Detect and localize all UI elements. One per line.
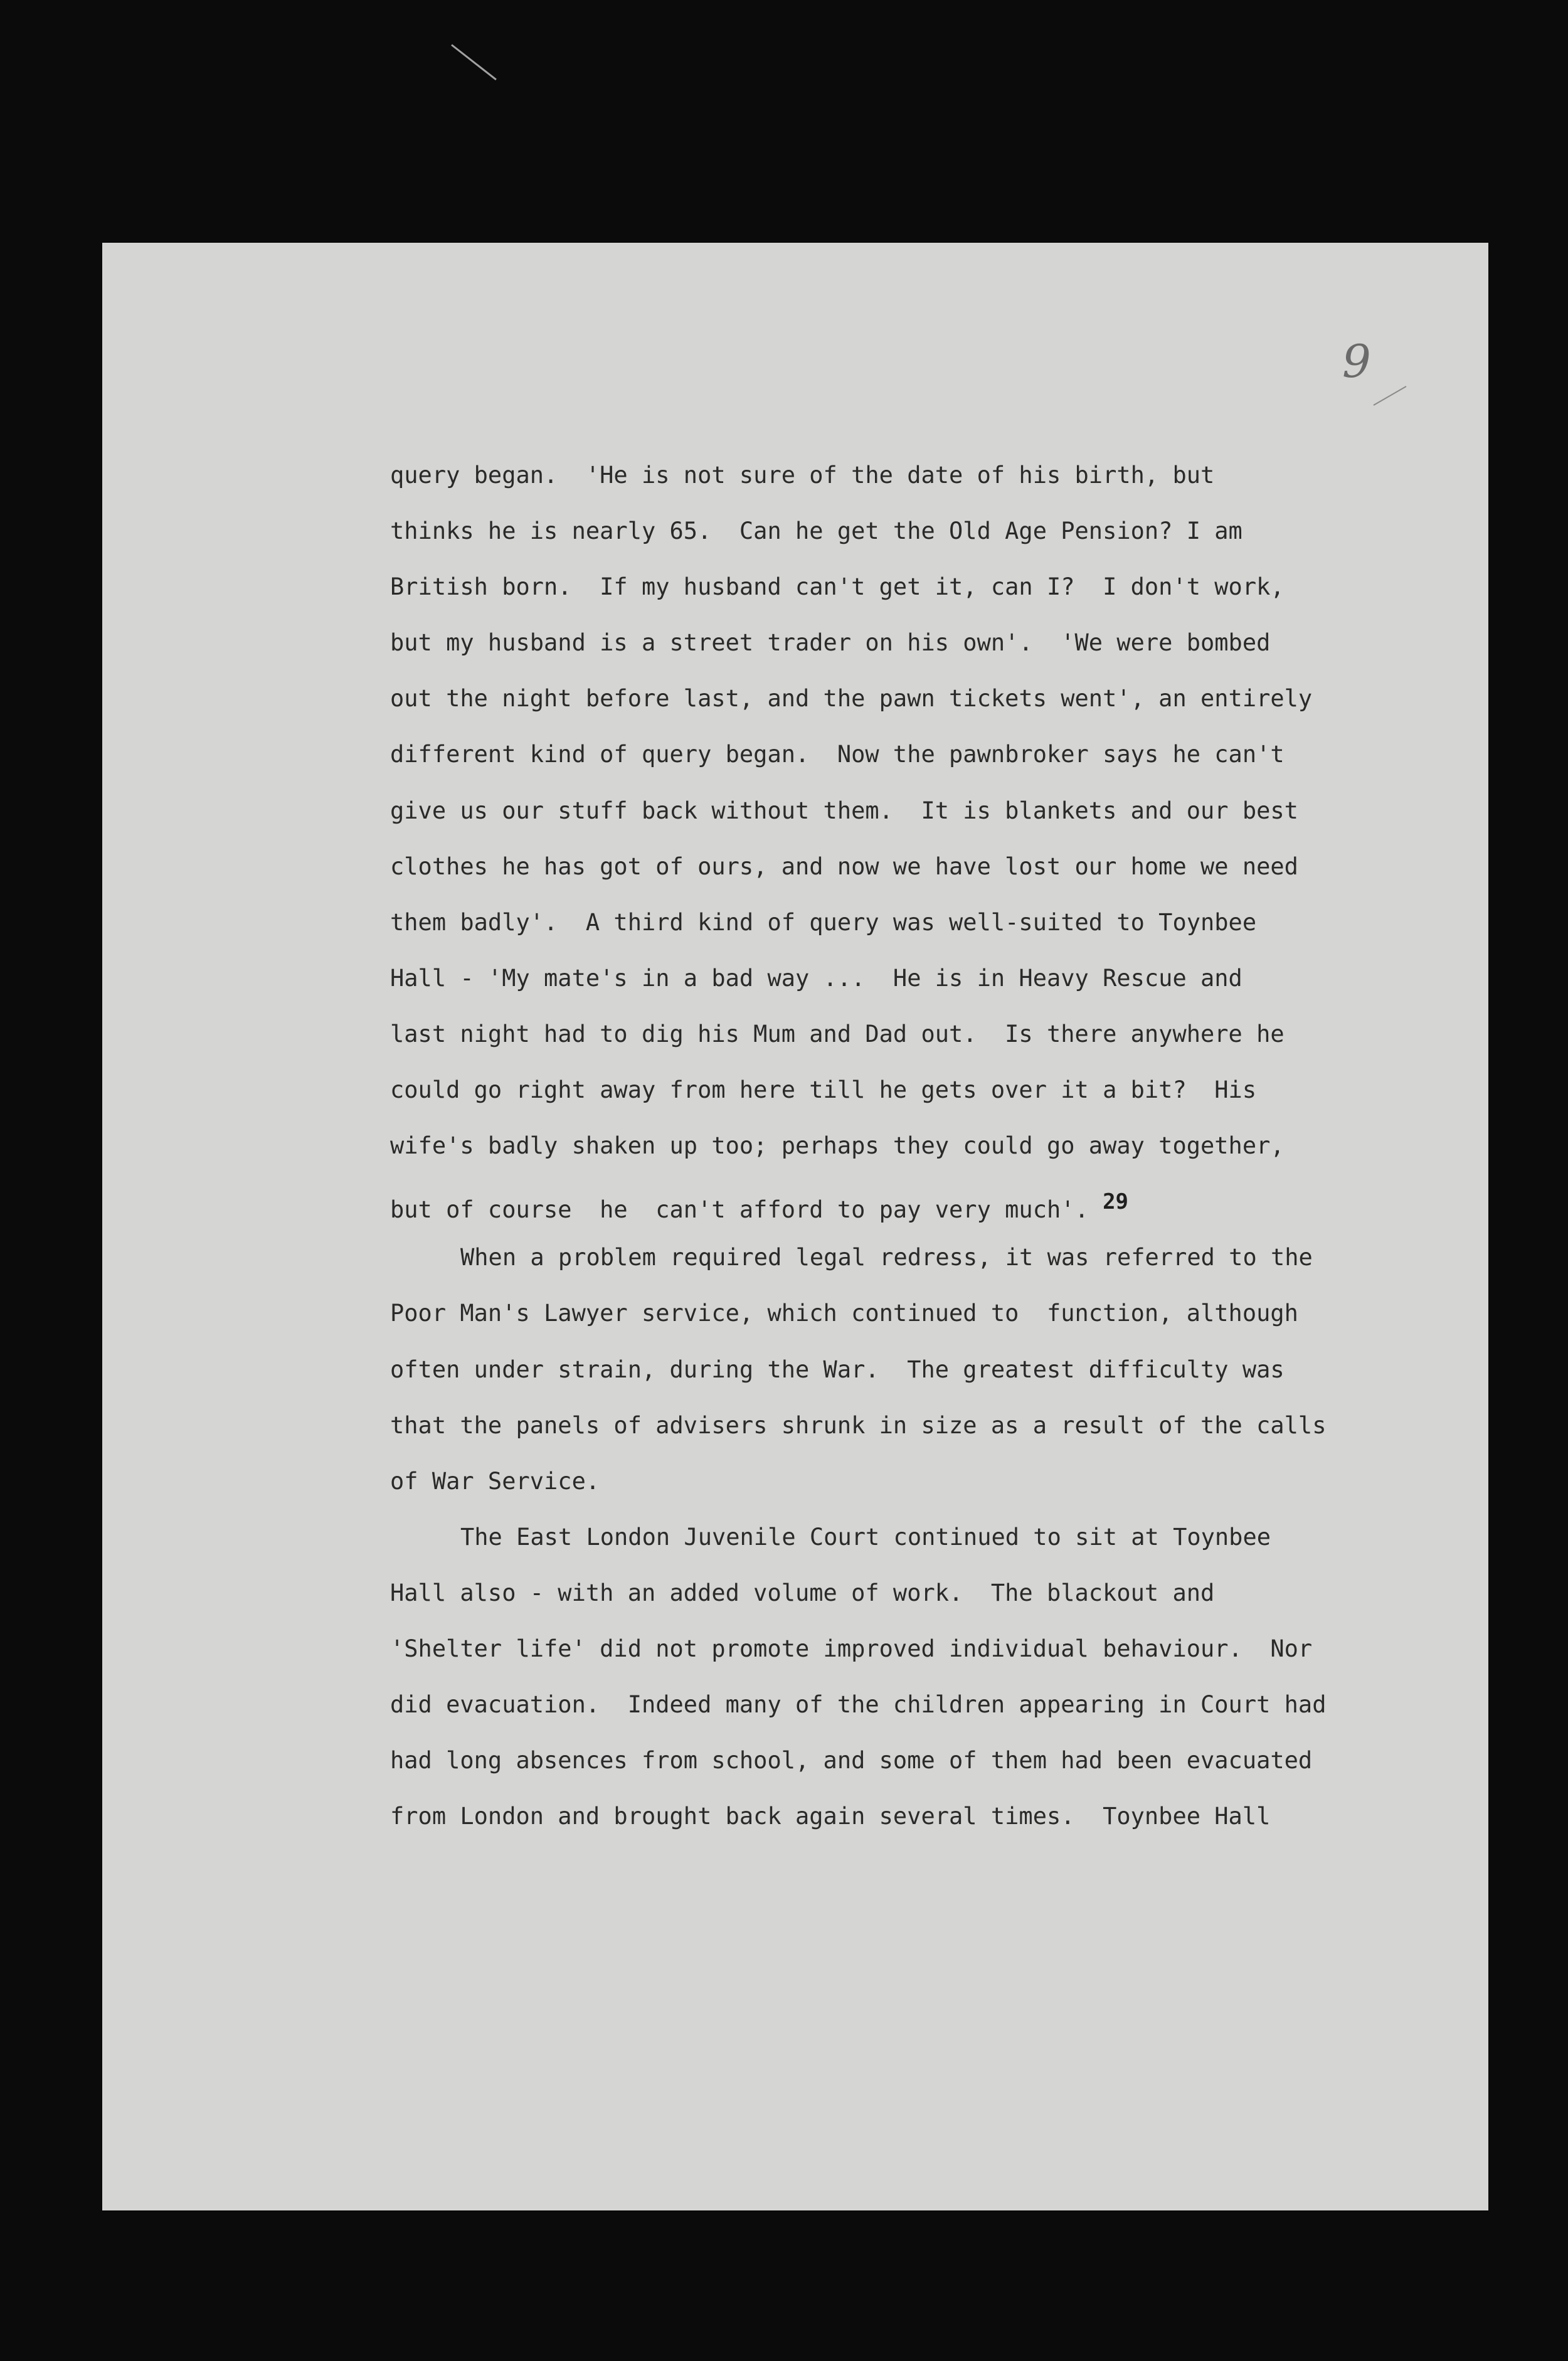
text-line: query began. 'He is not sure of the date of his birth, but xyxy=(390,462,1215,489)
text-line: Poor Man's Lawyer service, which continued to function, although xyxy=(390,1300,1298,1327)
text-fragment: but of course he can't afford to pay very much'. xyxy=(390,1196,1103,1224)
text-line: last night had to dig his Mum and Dad out. Is there anywhere he xyxy=(390,1020,1285,1048)
text-line: Hall also - with an added volume of work. The blackout and xyxy=(390,1579,1215,1606)
text-line: When a problem required legal redress, it was referred to the xyxy=(460,1244,1313,1271)
text-line: did evacuation. Indeed many of the children appearing in Court had xyxy=(390,1691,1327,1719)
text-line: them badly'. A third kind of query was well-suited to Toynbee xyxy=(390,908,1257,936)
text-line: 'Shelter life' did not promote improved individual behaviour. Nor xyxy=(390,1635,1313,1662)
text-line-with-footnote xyxy=(390,1186,1369,1242)
text-line: clothes he has got of ours, and now we have lost our home we need xyxy=(390,852,1298,880)
body-text xyxy=(390,460,1369,1857)
text-line: had long absences from school, and some of them had been evacuated xyxy=(390,1747,1313,1775)
text-line: that the panels of advisers shrunk in size as a result of the calls xyxy=(390,1411,1327,1439)
page-number: 9 xyxy=(1342,335,1371,388)
text-line: Hall - 'My mate's in a bad way ... He is in Heavy Rescue and xyxy=(390,964,1242,992)
text-line: different kind of query began. Now the pawnbroker says he can't xyxy=(390,741,1285,768)
text-line: of War Service. xyxy=(390,1467,600,1495)
scanner-edge-mark xyxy=(451,44,497,80)
text-line: give us our stuff back without them. It is blankets and our best xyxy=(390,797,1298,824)
text-line: from London and brought back again several times. Toynbee Hall xyxy=(390,1803,1271,1830)
text-line: out the night before last, and the pawn tickets went', an entirely xyxy=(390,685,1313,713)
text-line: British born. If my husband can't get it, can I? I don't work, xyxy=(390,573,1285,601)
text-line: but my husband is a street trader on his own'. 'We were bombed xyxy=(390,629,1271,657)
text-line: thinks he is nearly 65. Can he get the Old Age Pension? I am xyxy=(390,517,1242,545)
text-line: often under strain, during the War. The greatest difficulty was xyxy=(390,1356,1285,1383)
text-line: The East London Juvenile Court continued to sit at Toynbee xyxy=(460,1523,1271,1551)
text-line: could go right away from here till he gets over it a bit? His xyxy=(390,1076,1257,1104)
text-line: wife's badly shaken up too; perhaps they could go away together, xyxy=(390,1132,1285,1160)
footnote-reference: 29 xyxy=(1103,1189,1129,1215)
